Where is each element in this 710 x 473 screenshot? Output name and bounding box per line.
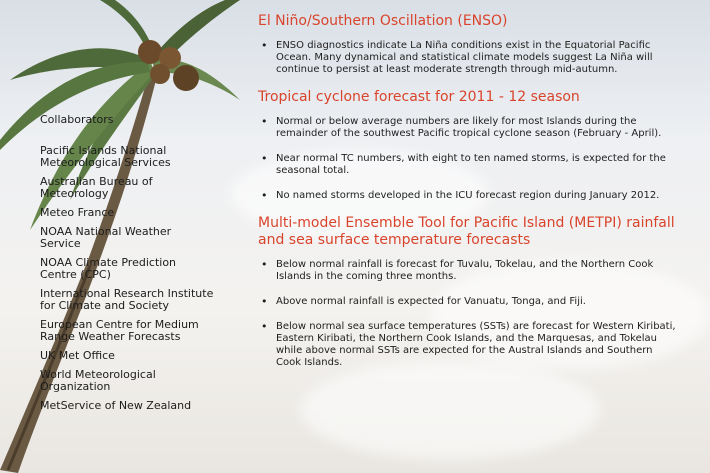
collaborator-item: UK Met Office [40,349,115,362]
bullet-list [258,259,678,369]
section-enso [258,13,678,76]
bullet-item: • No named storms developed in the ICU forecast region during January 2012. [258,190,678,202]
collaborators-heading: Collaborators [40,113,114,126]
collaborator-item: Australian Bureau of Meteorology [40,175,153,200]
section-title: Tropical cyclone forecast for 2011 - 12 season [258,89,580,105]
collaborator-item: European Centre for Medium Range Weather Forecasts [40,318,199,343]
bullet-item: • Near normal TC numbers, with eight to ten named storms, is expected for the seasonal total. [258,153,678,177]
section-title: Multi-model Ensemble Tool for Pacific Island (METPI) rainfall and sea surface temperature forecasts [258,215,675,248]
bullet-item: • ENSO diagnostics indicate La Niña conditions exist in the Equatorial Pacific Ocean. Many dynamical and statistical climate models suggest La Niña will continue to persist at least moderate strength through mid-autumn. [258,40,678,76]
bullet-list [258,116,678,202]
collaborator-item: Pacific Islands National Meteorological Services [40,144,171,169]
bullet-item: • Above normal rainfall is expected for Vanuatu, Tonga, and Fiji. [258,296,678,308]
collaborator-item: World Meteorological Organization [40,368,156,393]
section-tropical-cyclone [258,89,678,202]
section-metpi [258,215,678,369]
bullet-item: • Below normal sea surface temperatures (SSTs) are forecast for Western Kiribati, Eastern Kiribati, the Northern Cook Islands, and the Marquesas, and Tokelau while above normal SSTs are expected for the Austral Islands and Southern Cook Islands. [258,321,678,369]
bullet-item: • Normal or below average numbers are likely for most Islands during the remainder of the southwest Pacific tropical cyclone season (February - April). [258,116,678,140]
section-title: El Niño/Southern Oscillation (ENSO) [258,13,508,29]
main-content [258,13,678,382]
bullet-item: • Below normal rainfall is forecast for Tuvalu, Tokelau, and the Northern Cook Islands in the coming three months. [258,259,678,283]
bullet-list [258,40,678,76]
collaborator-item: MetService of New Zealand [40,399,192,412]
collaborator-item: NOAA Climate Prediction Centre (CPC) [40,256,177,281]
collaborator-item: Meteo France [40,206,115,219]
collaborator-item: International Research Institute for Climate and Society [40,287,214,312]
collaborator-item: NOAA National Weather Service [40,225,172,250]
collaborators-sidebar [40,113,215,419]
